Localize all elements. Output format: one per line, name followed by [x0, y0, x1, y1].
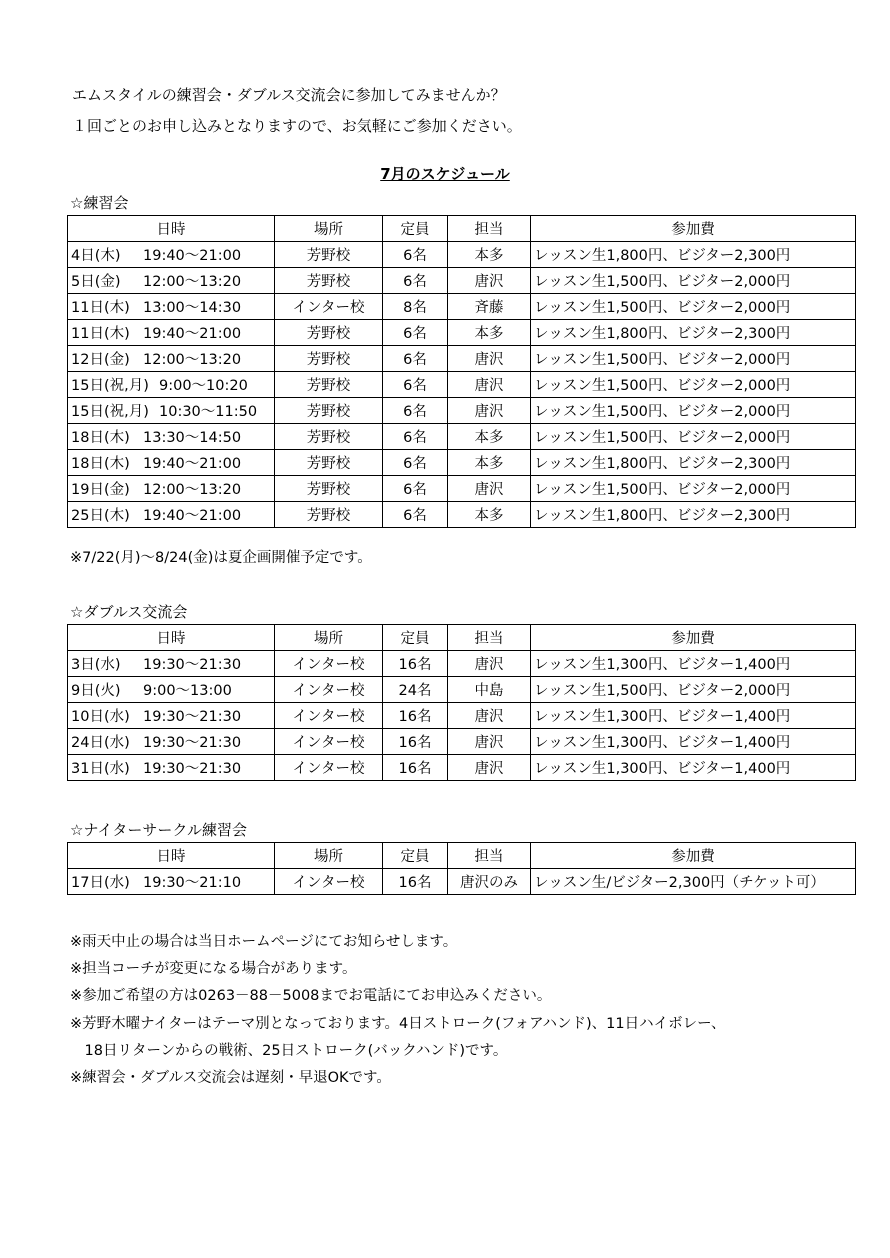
coach-cell: 唐沢 [448, 755, 531, 781]
capacity-cell: 6名 [383, 424, 448, 450]
fee-cell: レッスン生1,300円、ビジター1,400円 [531, 755, 856, 781]
coach-cell: 唐沢 [448, 476, 531, 502]
time-text: 9:00～13:00 [143, 683, 232, 699]
date-text: 4日(木) [71, 248, 121, 264]
column-header: 場所 [275, 216, 383, 242]
capacity-cell: 16名 [383, 729, 448, 755]
capacity-cell: 16名 [383, 703, 448, 729]
practice-note: ※7/22(月)～8/24(金)は夏企画開催予定です。 [70, 550, 372, 566]
table-row [68, 268, 856, 294]
datetime-cell [68, 450, 275, 476]
capacity-cell: 6名 [383, 476, 448, 502]
datetime-cell [68, 346, 275, 372]
table-row [68, 346, 856, 372]
fee-cell: レッスン生1,500円、ビジター2,000円 [531, 346, 856, 372]
date-text: 31日(水) [71, 761, 130, 777]
date-text: 3日(水) [71, 657, 121, 673]
date-text: 18日(木) [71, 430, 130, 446]
datetime-cell [68, 869, 275, 895]
intro-line-1: エムスタイルの練習会・ダブルス交流会に参加してみませんか？ [72, 86, 506, 104]
table-row [68, 729, 856, 755]
table-row [68, 703, 856, 729]
time-text: 19:40～21:00 [143, 456, 242, 472]
fee-cell: レッスン生1,300円、ビジター1,400円 [531, 651, 856, 677]
fee-cell: レッスン生1,500円、ビジター2,000円 [531, 398, 856, 424]
coach-cell: 唐沢のみ [448, 869, 531, 895]
capacity-cell: 6名 [383, 502, 448, 528]
date-text: 9日(火) [71, 683, 121, 699]
place-cell: 芳野校 [275, 372, 383, 398]
date-text: 17日(水) [71, 875, 130, 891]
datetime-cell [68, 651, 275, 677]
column-header: 参加費 [531, 843, 856, 869]
time-text: 19:40～21:00 [143, 248, 242, 264]
time-text: 12:00～13:20 [143, 274, 242, 290]
place-cell: インター校 [275, 651, 383, 677]
column-header: 参加費 [531, 216, 856, 242]
datetime-cell [68, 677, 275, 703]
fee-cell: レッスン生1,800円、ビジター2,300円 [531, 320, 856, 346]
datetime-cell [68, 502, 275, 528]
date-text: 5日(金) [71, 274, 121, 290]
datetime-cell [68, 294, 275, 320]
time-text: 19:30～21:10 [143, 875, 242, 891]
table-row [68, 476, 856, 502]
table-row [68, 450, 856, 476]
datetime-cell [68, 372, 275, 398]
date-text: 15日(祝,月) [71, 378, 149, 394]
coach-cell: 唐沢 [448, 703, 531, 729]
datetime-cell [68, 242, 275, 268]
fee-cell: レッスン生1,500円、ビジター2,000円 [531, 268, 856, 294]
table-row [68, 502, 856, 528]
place-cell: 芳野校 [275, 268, 383, 294]
capacity-cell: 6名 [383, 346, 448, 372]
place-cell: 芳野校 [275, 450, 383, 476]
table-row [68, 320, 856, 346]
date-text: 25日(木) [71, 508, 130, 524]
fee-cell: レッスン生/ビジター2,300円（チケット可） [531, 869, 856, 895]
fee-cell: レッスン生1,300円、ビジター1,400円 [531, 703, 856, 729]
page-title: 7月のスケジュール [380, 165, 510, 183]
place-cell: 芳野校 [275, 476, 383, 502]
coach-cell: 唐沢 [448, 651, 531, 677]
doubles-table [67, 624, 856, 781]
time-text: 19:30～21:30 [143, 735, 242, 751]
capacity-cell: 6名 [383, 320, 448, 346]
capacity-cell: 6名 [383, 242, 448, 268]
capacity-cell: 24名 [383, 677, 448, 703]
time-text: 9:00～10:20 [159, 378, 248, 394]
date-text: 11日(木) [71, 300, 130, 316]
time-text: 19:30～21:30 [143, 709, 242, 725]
note-3: ※参加ご希望の方は0263－88－5008までお電話にてお申込みください。 [70, 988, 552, 1004]
time-text: 13:00～14:30 [143, 300, 242, 316]
note-4: ※芳野木曜ナイターはテーマ別となっております。4日ストローク(フォアハンド)、11日ハイボレー、 [70, 1016, 726, 1032]
place-cell: インター校 [275, 294, 383, 320]
time-text: 19:40～21:00 [143, 508, 242, 524]
datetime-cell [68, 476, 275, 502]
coach-cell: 斉藤 [448, 294, 531, 320]
date-text: 11日(木) [71, 326, 130, 342]
time-text: 12:00～13:20 [143, 352, 242, 368]
place-cell: 芳野校 [275, 398, 383, 424]
fee-cell: レッスン生1,500円、ビジター2,000円 [531, 424, 856, 450]
date-text: 19日(金) [71, 482, 130, 498]
place-cell: インター校 [275, 755, 383, 781]
column-header: 場所 [275, 625, 383, 651]
datetime-cell [68, 398, 275, 424]
coach-cell: 中島 [448, 677, 531, 703]
table-row [68, 372, 856, 398]
doubles-heading: ☆ダブルス交流会 [70, 603, 188, 621]
place-cell: インター校 [275, 677, 383, 703]
coach-cell: 本多 [448, 320, 531, 346]
table-row [68, 869, 856, 895]
column-header: 定員 [383, 625, 448, 651]
fee-cell: レッスン生1,500円、ビジター2,000円 [531, 476, 856, 502]
fee-cell: レッスン生1,500円、ビジター2,000円 [531, 677, 856, 703]
date-text: 24日(水) [71, 735, 130, 751]
capacity-cell: 16名 [383, 755, 448, 781]
datetime-cell [68, 729, 275, 755]
datetime-cell [68, 703, 275, 729]
datetime-cell [68, 424, 275, 450]
place-cell: 芳野校 [275, 320, 383, 346]
coach-cell: 唐沢 [448, 398, 531, 424]
column-header: 日時 [68, 216, 275, 242]
note-6: ※練習会・ダブルス交流会は遅刻・早退OKです。 [70, 1070, 391, 1086]
place-cell: 芳野校 [275, 242, 383, 268]
capacity-cell: 16名 [383, 869, 448, 895]
column-header: 定員 [383, 216, 448, 242]
capacity-cell: 16名 [383, 651, 448, 677]
coach-cell: 唐沢 [448, 346, 531, 372]
coach-cell: 本多 [448, 450, 531, 476]
coach-cell: 本多 [448, 242, 531, 268]
column-header: 日時 [68, 625, 275, 651]
date-text: 10日(水) [71, 709, 130, 725]
column-header: 参加費 [531, 625, 856, 651]
place-cell: インター校 [275, 729, 383, 755]
time-text: 10:30～11:50 [159, 404, 258, 420]
date-text: 12日(金) [71, 352, 130, 368]
table-header-row [68, 843, 856, 869]
column-header: 日時 [68, 843, 275, 869]
coach-cell: 唐沢 [448, 729, 531, 755]
place-cell: 芳野校 [275, 424, 383, 450]
column-header: 担当 [448, 625, 531, 651]
coach-cell: 唐沢 [448, 268, 531, 294]
practice-table [67, 215, 856, 528]
coach-cell: 本多 [448, 424, 531, 450]
practice-heading: ☆練習会 [70, 194, 129, 212]
time-text: 19:30～21:30 [143, 761, 242, 777]
note-1: ※雨天中止の場合は当日ホームページにてお知らせします。 [70, 934, 458, 950]
nighter-table [67, 842, 856, 895]
place-cell: インター校 [275, 703, 383, 729]
capacity-cell: 6名 [383, 450, 448, 476]
note-2: ※担当コーチが変更になる場合があります。 [70, 961, 357, 977]
fee-cell: レッスン生1,800円、ビジター2,300円 [531, 450, 856, 476]
fee-cell: レッスン生1,800円、ビジター2,300円 [531, 502, 856, 528]
table-row [68, 651, 856, 677]
capacity-cell: 6名 [383, 398, 448, 424]
fee-cell: レッスン生1,500円、ビジター2,000円 [531, 294, 856, 320]
capacity-cell: 8名 [383, 294, 448, 320]
note-5: 18日リターンからの戦術、25日ストローク(バックハンド)です。 [70, 1043, 508, 1059]
column-header: 担当 [448, 843, 531, 869]
nighter-heading: ☆ナイターサークル練習会 [70, 821, 247, 839]
place-cell: インター校 [275, 869, 383, 895]
capacity-cell: 6名 [383, 372, 448, 398]
time-text: 19:40～21:00 [143, 326, 242, 342]
time-text: 19:30～21:30 [143, 657, 242, 673]
fee-cell: レッスン生1,300円、ビジター1,400円 [531, 729, 856, 755]
datetime-cell [68, 268, 275, 294]
fee-cell: レッスン生1,800円、ビジター2,300円 [531, 242, 856, 268]
table-row [68, 677, 856, 703]
datetime-cell [68, 755, 275, 781]
coach-cell: 本多 [448, 502, 531, 528]
time-text: 13:30～14:50 [143, 430, 242, 446]
intro-line-2: １回ごとのお申し込みとなりますので、お気軽にご参加ください。 [72, 117, 522, 135]
place-cell: 芳野校 [275, 502, 383, 528]
column-header: 場所 [275, 843, 383, 869]
capacity-cell: 6名 [383, 268, 448, 294]
column-header: 定員 [383, 843, 448, 869]
date-text: 18日(木) [71, 456, 130, 472]
table-row [68, 755, 856, 781]
table-row [68, 398, 856, 424]
table-row [68, 424, 856, 450]
time-text: 12:00～13:20 [143, 482, 242, 498]
table-row [68, 294, 856, 320]
column-header: 担当 [448, 216, 531, 242]
table-header-row [68, 625, 856, 651]
coach-cell: 唐沢 [448, 372, 531, 398]
place-cell: 芳野校 [275, 346, 383, 372]
datetime-cell [68, 320, 275, 346]
date-text: 15日(祝,月) [71, 404, 149, 420]
fee-cell: レッスン生1,500円、ビジター2,000円 [531, 372, 856, 398]
table-row [68, 242, 856, 268]
table-header-row [68, 216, 856, 242]
